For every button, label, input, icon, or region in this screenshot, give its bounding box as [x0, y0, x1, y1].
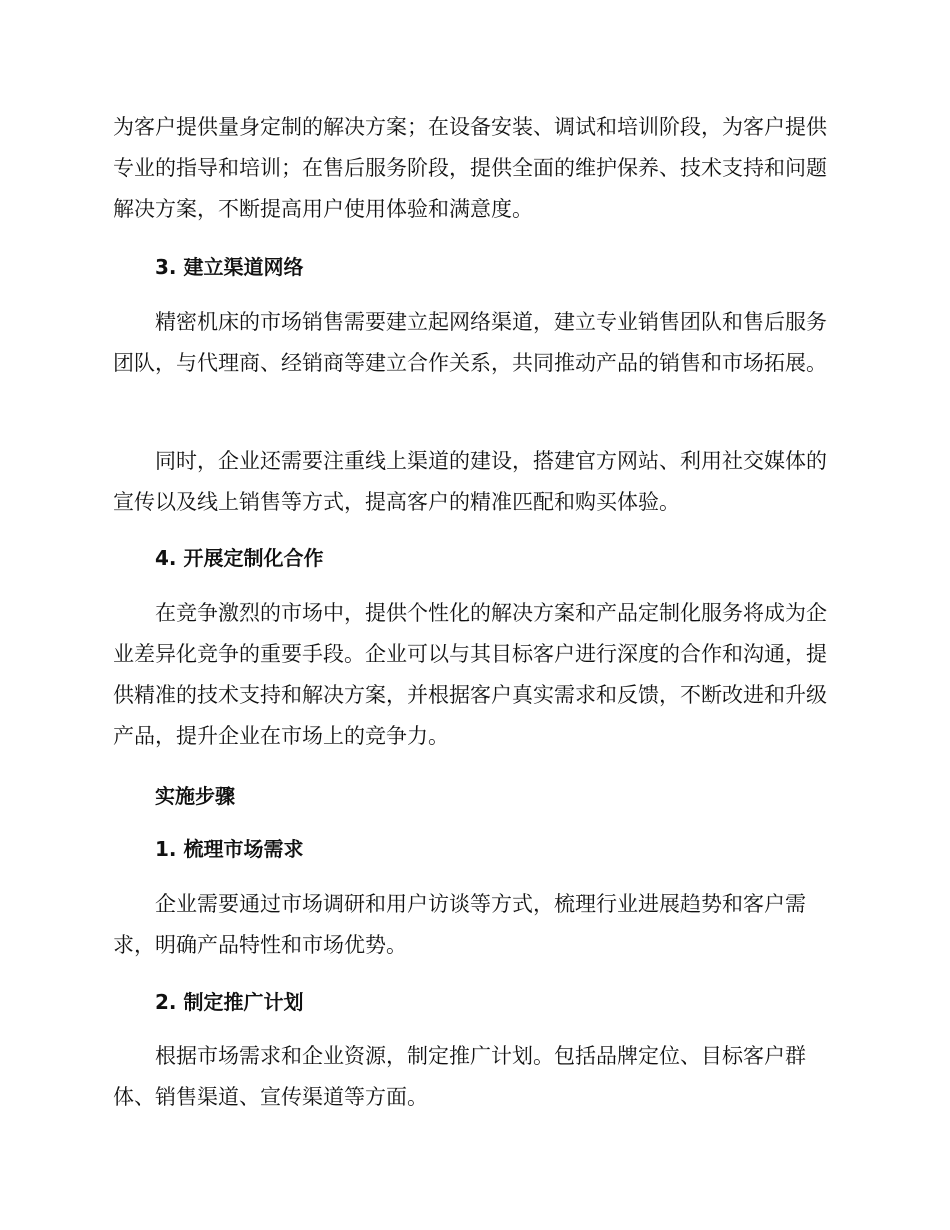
paragraph-market-demand: 企业需要通过市场调研和用户访谈等方式，梳理行业进展趋势和客户需求，明确产品特性和市场优势。 — [113, 892, 806, 957]
heading-customized-cooperation: 4. 开展定制化合作 — [155, 546, 324, 570]
heading-implementation-steps: 实施步骤 — [155, 784, 235, 808]
paragraph-customized-cooperation: 在竞争激烈的市场中，提供个性化的解决方案和产品定制化服务将成为企业差异化竞争的重要手段。企业可以与其目标客户进行深度的合作和沟通，提供精准的技术支持和解决方案，并根据客户真实需求和反馈，不断改进和升级产品，提升企业在市场上的竞争力。 — [113, 601, 827, 748]
heading-promotion-plan: 2. 制定推广计划 — [155, 990, 304, 1014]
paragraph-after-sales-service: 为客户提供量身定制的解决方案；在设备安装、调试和培训阶段，为客户提供专业的指导和培训；在售后服务阶段，提供全面的维护保养、技术支持和问题解决方案，不断提高用户使用体验和满意度。 — [113, 115, 827, 221]
paragraph-channel-network: 精密机床的市场销售需要建立起网络渠道，建立专业销售团队和售后服务团队，与代理商、经销商等建立合作关系，共同推动产品的销售和市场拓展。 — [113, 310, 827, 375]
paragraph-promotion-plan: 根据市场需求和企业资源，制定推广计划。包括品牌定位、目标客户群体、销售渠道、宣传渠道等方面。 — [113, 1044, 806, 1109]
paragraph-online-channels: 同时，企业还需要注重线上渠道的建设，搭建官方网站、利用社交媒体的宣传以及线上销售等方式，提高客户的精准匹配和购买体验。 — [113, 449, 827, 514]
heading-build-channel-network: 3. 建立渠道网络 — [155, 255, 304, 279]
heading-sort-market-demand: 1. 梳理市场需求 — [155, 837, 304, 861]
